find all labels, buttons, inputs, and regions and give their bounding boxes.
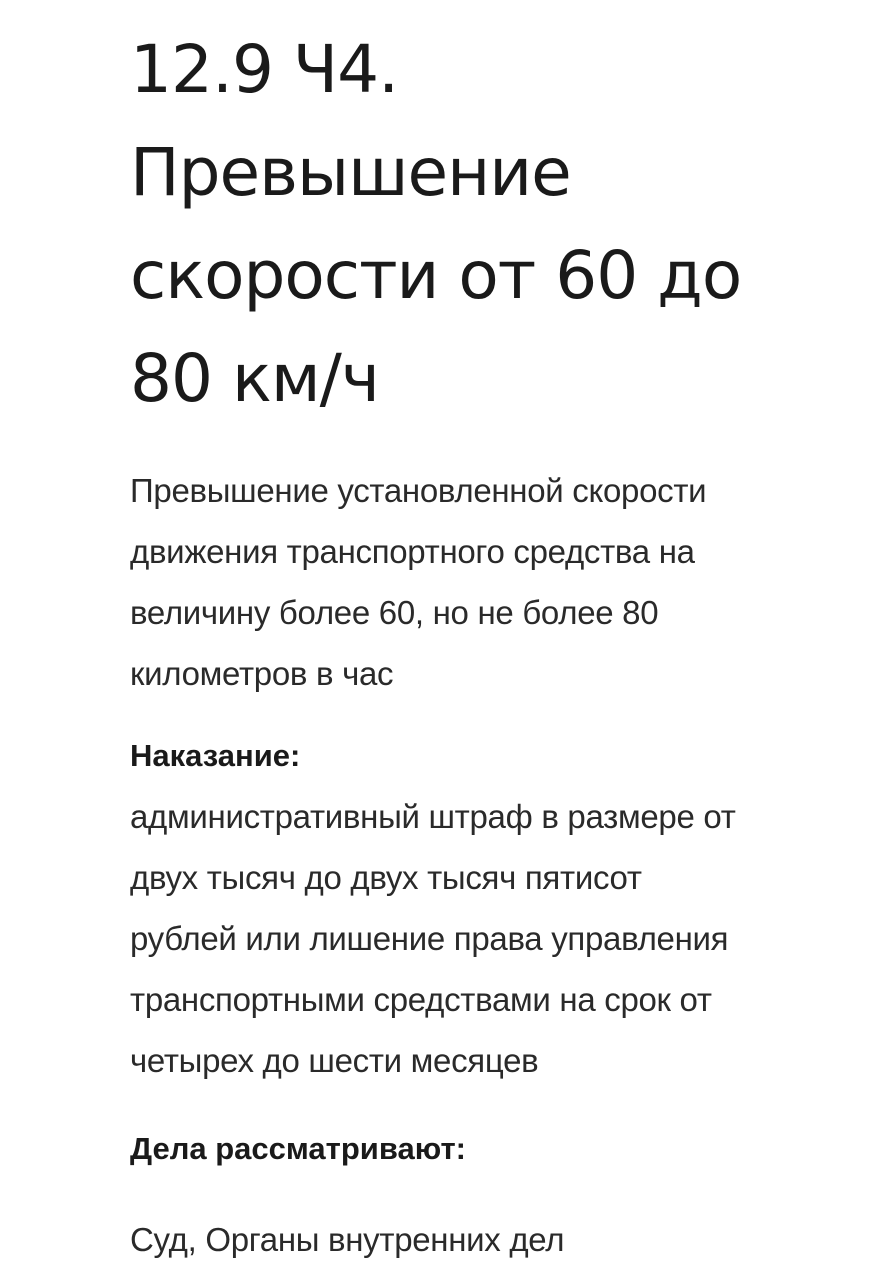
- title-line: Превышение: [130, 134, 571, 211]
- article-card: [130, 0, 850, 1270]
- penalty-line: двух тысяч до двух тысяч пятисот: [130, 859, 642, 896]
- title-line: скорости от 60 до: [130, 237, 742, 314]
- article-title: [130, 0, 850, 430]
- penalty-line: транспортными средствами на срок от: [130, 981, 712, 1018]
- title-line: 80 км/ч: [130, 340, 379, 417]
- title-line: 12.9 Ч4.: [130, 31, 399, 108]
- penalty-label: Наказание:: [130, 738, 301, 773]
- penalty-line: административный штраф в размере от: [130, 798, 736, 835]
- authorities-text: Суд, Органы внутренних дел: [130, 1221, 565, 1258]
- penalty-line: рублей или лишение права управления: [130, 920, 729, 957]
- cases-label: Дела рассматривают:: [130, 1131, 466, 1166]
- penalty-line: четырех до шести месяцев: [130, 1042, 539, 1079]
- description-line: Превышение установленной скорости: [130, 472, 707, 509]
- penalty-text: [130, 786, 850, 1091]
- description-line: величину более 60, но не более 80: [130, 594, 659, 631]
- description-line: движения транспортного средства на: [130, 533, 695, 570]
- description-line: километров в час: [130, 655, 394, 692]
- article-description: [130, 460, 850, 704]
